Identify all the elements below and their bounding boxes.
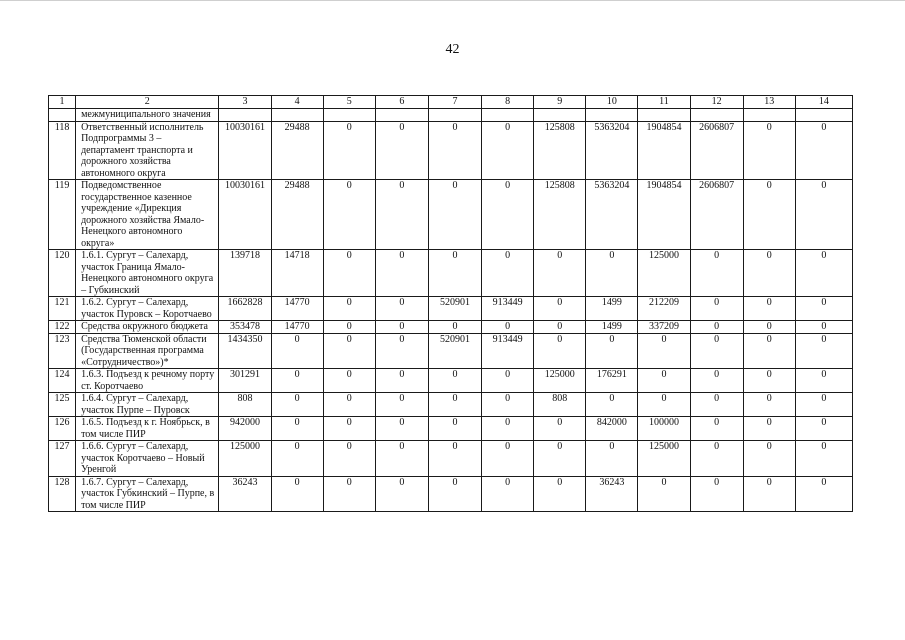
- value-cell: [690, 109, 743, 122]
- value-cell: 100000: [638, 417, 690, 441]
- value-cell: 0: [690, 417, 743, 441]
- value-cell: 808: [534, 393, 586, 417]
- row-name-cell: Ответственный исполнитель Подпрограммы 3 – департамент транспорта и дорожного хозяйства автономного округа: [76, 121, 219, 180]
- value-cell: 0: [534, 417, 586, 441]
- value-cell: 0: [743, 441, 795, 477]
- value-cell: 520901: [428, 333, 481, 369]
- column-number-row: [49, 96, 853, 109]
- value-cell: 0: [795, 393, 852, 417]
- value-cell: 0: [795, 333, 852, 369]
- column-number-cell: 2: [76, 96, 219, 109]
- value-cell: [219, 109, 271, 122]
- value-cell: 5363204: [586, 121, 638, 180]
- value-cell: 337209: [638, 321, 690, 334]
- value-cell: 0: [375, 250, 428, 297]
- column-number-cell: 14: [795, 96, 852, 109]
- value-cell: 0: [271, 393, 323, 417]
- value-cell: 842000: [586, 417, 638, 441]
- value-cell: 0: [638, 393, 690, 417]
- row-name-cell: 1.6.1. Сургут – Салехард, участок Граница Ямало-Ненецкого автономного округа – Губкинский: [76, 250, 219, 297]
- value-cell: 125000: [638, 441, 690, 477]
- value-cell: [482, 109, 534, 122]
- value-cell: 0: [375, 333, 428, 369]
- value-cell: 5363204: [586, 180, 638, 250]
- value-cell: 0: [743, 250, 795, 297]
- value-cell: 0: [690, 441, 743, 477]
- value-cell: 10030161: [219, 121, 271, 180]
- table-row: [49, 333, 853, 369]
- budget-table: [48, 95, 853, 512]
- value-cell: 0: [428, 476, 481, 512]
- row-number-cell: 128: [49, 476, 76, 512]
- value-cell: 139718: [219, 250, 271, 297]
- value-cell: 0: [795, 417, 852, 441]
- column-number-cell: 8: [482, 96, 534, 109]
- value-cell: 29488: [271, 121, 323, 180]
- value-cell: 0: [743, 321, 795, 334]
- value-cell: 942000: [219, 417, 271, 441]
- value-cell: 0: [534, 250, 586, 297]
- value-cell: 0: [375, 297, 428, 321]
- value-cell: 0: [375, 121, 428, 180]
- value-cell: 14770: [271, 321, 323, 334]
- column-number-cell: 10: [586, 96, 638, 109]
- value-cell: 0: [743, 297, 795, 321]
- value-cell: 0: [743, 180, 795, 250]
- value-cell: 0: [638, 476, 690, 512]
- row-name-cell: 1.6.4. Сургут – Салехард, участок Пурпе – Пуровск: [76, 393, 219, 417]
- value-cell: 0: [690, 321, 743, 334]
- table-row: [49, 250, 853, 297]
- value-cell: 0: [375, 417, 428, 441]
- value-cell: [534, 109, 586, 122]
- value-cell: [795, 109, 852, 122]
- row-name-cell: 1.6.2. Сургут – Салехард, участок Пуровск – Коротчаево: [76, 297, 219, 321]
- value-cell: 0: [271, 333, 323, 369]
- value-cell: 212209: [638, 297, 690, 321]
- value-cell: 0: [271, 369, 323, 393]
- value-cell: 0: [323, 333, 375, 369]
- value-cell: 0: [323, 121, 375, 180]
- top-rule: [0, 0, 905, 1]
- value-cell: 0: [534, 476, 586, 512]
- row-name-cell: 1.6.7. Сургут – Салехард, участок Губкинский – Пурпе, в том числе ПИР: [76, 476, 219, 512]
- table-row: [49, 121, 853, 180]
- table-row: [49, 321, 853, 334]
- value-cell: [271, 109, 323, 122]
- value-cell: 29488: [271, 180, 323, 250]
- value-cell: 36243: [219, 476, 271, 512]
- row-number-cell: 126: [49, 417, 76, 441]
- value-cell: 0: [795, 369, 852, 393]
- value-cell: 0: [323, 321, 375, 334]
- value-cell: 10030161: [219, 180, 271, 250]
- column-number-cell: 7: [428, 96, 481, 109]
- value-cell: [586, 109, 638, 122]
- value-cell: 0: [638, 369, 690, 393]
- value-cell: 0: [743, 333, 795, 369]
- value-cell: [375, 109, 428, 122]
- row-name-cell: межмуниципального значения: [76, 109, 219, 122]
- value-cell: 0: [375, 393, 428, 417]
- value-cell: 0: [743, 369, 795, 393]
- value-cell: 0: [323, 417, 375, 441]
- value-cell: 0: [323, 393, 375, 417]
- value-cell: 0: [690, 369, 743, 393]
- value-cell: 913449: [482, 297, 534, 321]
- row-number-cell: 121: [49, 297, 76, 321]
- value-cell: 0: [690, 250, 743, 297]
- value-cell: 0: [743, 121, 795, 180]
- row-number-cell: 122: [49, 321, 76, 334]
- value-cell: 0: [482, 476, 534, 512]
- page-number: 42: [445, 42, 460, 57]
- value-cell: 0: [375, 476, 428, 512]
- value-cell: 0: [428, 393, 481, 417]
- value-cell: 36243: [586, 476, 638, 512]
- value-cell: 0: [428, 180, 481, 250]
- table-row: [49, 441, 853, 477]
- value-cell: 0: [323, 250, 375, 297]
- value-cell: 176291: [586, 369, 638, 393]
- value-cell: 0: [743, 393, 795, 417]
- value-cell: 0: [795, 180, 852, 250]
- value-cell: 0: [534, 333, 586, 369]
- row-number-cell: [49, 109, 76, 122]
- table-row: [49, 417, 853, 441]
- value-cell: 1904854: [638, 180, 690, 250]
- value-cell: 125808: [534, 180, 586, 250]
- value-cell: 0: [271, 417, 323, 441]
- table-row: [49, 297, 853, 321]
- value-cell: 0: [482, 321, 534, 334]
- row-number-cell: 118: [49, 121, 76, 180]
- row-number-cell: 120: [49, 250, 76, 297]
- column-number-cell: 12: [690, 96, 743, 109]
- value-cell: 1499: [586, 321, 638, 334]
- value-cell: 0: [795, 441, 852, 477]
- row-name-cell: Подведомственное государственное казенное учреждение «Дирекция дорожного хозяйства Ямало-Ненецкого автономного округа»: [76, 180, 219, 250]
- value-cell: 0: [375, 321, 428, 334]
- value-cell: 0: [482, 250, 534, 297]
- value-cell: 125000: [638, 250, 690, 297]
- value-cell: 0: [743, 417, 795, 441]
- column-number-cell: 4: [271, 96, 323, 109]
- value-cell: 0: [482, 121, 534, 180]
- value-cell: 125000: [534, 369, 586, 393]
- value-cell: 0: [586, 333, 638, 369]
- value-cell: 0: [482, 417, 534, 441]
- value-cell: 0: [375, 369, 428, 393]
- value-cell: 0: [428, 417, 481, 441]
- value-cell: 0: [638, 333, 690, 369]
- value-cell: 14718: [271, 250, 323, 297]
- table-row: [49, 476, 853, 512]
- value-cell: 0: [323, 297, 375, 321]
- value-cell: 0: [271, 441, 323, 477]
- value-cell: [428, 109, 481, 122]
- value-cell: 0: [534, 441, 586, 477]
- value-cell: 0: [482, 369, 534, 393]
- value-cell: 125000: [219, 441, 271, 477]
- value-cell: 0: [375, 180, 428, 250]
- value-cell: 0: [795, 321, 852, 334]
- column-number-cell: 6: [375, 96, 428, 109]
- value-cell: 1434350: [219, 333, 271, 369]
- row-name-cell: 1.6.3. Подъезд к речному порту ст. Коротчаево: [76, 369, 219, 393]
- row-number-cell: 124: [49, 369, 76, 393]
- value-cell: 913449: [482, 333, 534, 369]
- value-cell: 1499: [586, 297, 638, 321]
- value-cell: 0: [482, 393, 534, 417]
- value-cell: 0: [428, 369, 481, 393]
- value-cell: 0: [534, 297, 586, 321]
- value-cell: [743, 109, 795, 122]
- value-cell: 0: [743, 476, 795, 512]
- column-number-cell: 5: [323, 96, 375, 109]
- column-number-cell: 3: [219, 96, 271, 109]
- value-cell: 0: [428, 250, 481, 297]
- value-cell: 0: [690, 393, 743, 417]
- value-cell: 125808: [534, 121, 586, 180]
- value-cell: [638, 109, 690, 122]
- column-number-cell: 11: [638, 96, 690, 109]
- row-number-cell: 127: [49, 441, 76, 477]
- value-cell: 0: [690, 297, 743, 321]
- column-number-cell: 1: [49, 96, 76, 109]
- value-cell: 0: [375, 441, 428, 477]
- column-number-cell: 9: [534, 96, 586, 109]
- table-row: [49, 393, 853, 417]
- value-cell: 0: [586, 393, 638, 417]
- value-cell: [323, 109, 375, 122]
- value-cell: 301291: [219, 369, 271, 393]
- row-name-cell: Средства Тюменской области (Государственная программа «Сотрудничество»)*: [76, 333, 219, 369]
- value-cell: 2606807: [690, 121, 743, 180]
- value-cell: 1662828: [219, 297, 271, 321]
- row-name-cell: 1.6.6. Сургут – Салехард, участок Коротчаево – Новый Уренгой: [76, 441, 219, 477]
- value-cell: 0: [795, 121, 852, 180]
- value-cell: 1904854: [638, 121, 690, 180]
- value-cell: 0: [586, 250, 638, 297]
- value-cell: 0: [323, 180, 375, 250]
- value-cell: 353478: [219, 321, 271, 334]
- value-cell: 0: [690, 333, 743, 369]
- value-cell: 0: [534, 321, 586, 334]
- table-row: [49, 109, 853, 122]
- value-cell: 14770: [271, 297, 323, 321]
- row-name-cell: 1.6.5. Подъезд к г. Ноябрьск, в том числе ПИР: [76, 417, 219, 441]
- row-number-cell: 119: [49, 180, 76, 250]
- value-cell: 2606807: [690, 180, 743, 250]
- value-cell: 0: [795, 297, 852, 321]
- value-cell: 808: [219, 393, 271, 417]
- row-name-cell: Средства окружного бюджета: [76, 321, 219, 334]
- value-cell: 0: [428, 121, 481, 180]
- value-cell: 0: [795, 250, 852, 297]
- value-cell: 0: [586, 441, 638, 477]
- value-cell: 0: [795, 476, 852, 512]
- value-cell: 0: [482, 180, 534, 250]
- column-number-cell: 13: [743, 96, 795, 109]
- row-number-cell: 123: [49, 333, 76, 369]
- value-cell: 0: [323, 441, 375, 477]
- table-row: [49, 180, 853, 250]
- value-cell: 0: [428, 441, 481, 477]
- row-number-cell: 125: [49, 393, 76, 417]
- value-cell: 0: [690, 476, 743, 512]
- value-cell: 0: [323, 369, 375, 393]
- value-cell: 0: [482, 441, 534, 477]
- value-cell: 520901: [428, 297, 481, 321]
- value-cell: 0: [323, 476, 375, 512]
- table-row: [49, 369, 853, 393]
- value-cell: 0: [271, 476, 323, 512]
- value-cell: 0: [428, 321, 481, 334]
